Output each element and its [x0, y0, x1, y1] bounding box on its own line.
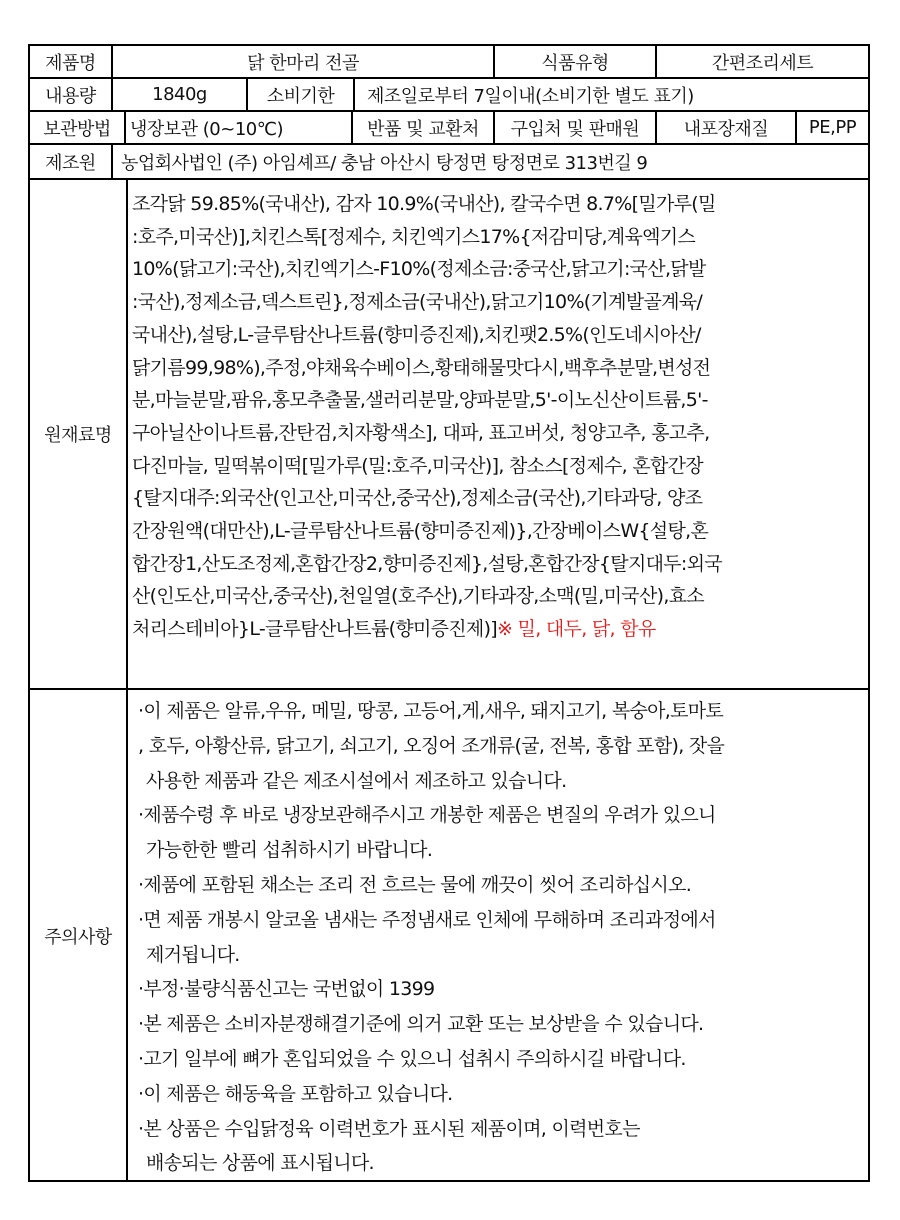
capacity-label: 내용량 — [30, 79, 113, 110]
ingredients-line: 산(인도산,미국산,중국산),천일열(호주산),기타과장,소맥(밀,미국산),효소 — [132, 585, 704, 608]
ingredients-final-text: 처리스테비아}L-글루탐산나트륨(향미증진제)] — [132, 618, 498, 641]
storage-value: 냉장보관 (0~10℃) — [126, 112, 353, 143]
caution-line: ·제품에 포함된 채소는 조리 전 흐르는 물에 깨끗이 씻어 조리하십시오. — [138, 873, 692, 896]
row-storage — [30, 112, 868, 145]
product-info-table — [28, 44, 870, 1182]
caution-line: ·이 제품은 알류,우유, 메밀, 땅콩, 고등어,게,새우, 돼지고기, 복숭아,토마토 — [138, 700, 724, 722]
row-cautions — [30, 690, 868, 1182]
packaging-value: PE,PP — [808, 117, 857, 138]
allergen-warning: ※ 밀, 대두, 닭, 함유 — [497, 618, 656, 641]
caution-line: ·면 제품 개봉시 알코올 냄새는 주정냄새로 인체에 무해하며 조리과정에서 — [138, 908, 716, 931]
row-maker — [30, 145, 868, 180]
caution-line: 사용한 제품과 같은 제조시설에서 제조하고 있습니다. — [146, 769, 567, 792]
caution-line: ·본 제품은 소비자분쟁해결기준에 의거 교환 또는 보상받을 수 있습니다. — [138, 1013, 704, 1036]
cautions-text — [128, 690, 868, 1182]
ingredients-line: 합간장1,산도조정제,혼합간장2,향미증진제},설탕,혼합간장{탈지대두:외국 — [132, 552, 722, 575]
ingredients-text — [128, 180, 868, 688]
capacity-value: 1840g — [113, 79, 248, 110]
ingredients-line: :국산),정제소금,덱스트린},정제소금(국내산),닭고기10%(기계발골계육/ — [132, 291, 703, 314]
ingredients-line: :호주,미국산)],치킨스톡[정제수, 치킨엑기스17%{저감미당,계육엑기스 — [132, 225, 696, 248]
food-type-value: 간편조리세트 — [711, 52, 814, 74]
maker-label: 제조원 — [30, 145, 113, 178]
expiry-value: 제조일로부터 7일이내(소비기한 별도 표기) — [367, 85, 694, 107]
ingredients-label: 원재료명 — [30, 180, 128, 688]
ingredients-line: 다진마늘, 밀떡볶이떡[밀가루(밀:호주,미국산)], 참소스[정제수, 혼합간장 — [132, 454, 703, 477]
caution-line: ·고기 일부에 뼈가 혼입되었을 수 있으니 섭취시 주의하시길 바랍니다. — [138, 1047, 686, 1070]
caution-line: 가능한한 빨리 섭취하시기 바랍니다. — [146, 839, 433, 862]
caution-line: 배송되는 상품에 표시됩니다. — [146, 1152, 374, 1175]
ingredients-line: 닭기름99,98%),주정,야채육수베이스,황태해물맛다시,백후추분말,변성전 — [132, 356, 711, 379]
row-capacity — [30, 79, 868, 112]
ingredients-line: 10%(닭고기:국산),치킨엑기스-F10%(정제소금:중국산,닭고기:국산,닭발 — [132, 258, 706, 281]
return-place-value: 구입처 및 판매원 — [495, 112, 657, 143]
ingredients-line: 분,마늘분말,팜유,홍모추출물,샐러리분말,양파분말,5'-이노신산이트륨,5'- — [132, 389, 708, 412]
storage-label: 보관방법 — [30, 112, 126, 143]
return-label: 반품 및 교환처 — [353, 112, 495, 143]
row-product-name — [30, 46, 868, 79]
product-name-label: 제품명 — [30, 46, 113, 77]
caution-line: 제거됩니다. — [146, 943, 240, 966]
packaging-label: 내포장재질 — [657, 112, 797, 143]
ingredients-line: 구아닐산이나트륨,잔탄검,치자황색소], 대파, 표고버섯, 청양고추, 홍고추, — [132, 421, 710, 444]
ingredients-line: 간장원액(대만산),L-글루탐산나트륨(향미증진제)},간장베이스W{설탕,혼 — [132, 520, 709, 543]
maker-value: 농업회사법인 (주) 아임셰프/ 충남 아산시 탕정면 탕정면로 313번길 9 — [121, 152, 648, 174]
ingredients-line: 국내산),설탕,L-글루탐산나트륨(향미증진제),치킨팻2.5%(인도네시아산/ — [132, 323, 701, 346]
caution-line: ·제품수령 후 바로 냉장보관해주시고 개봉한 제품은 변질의 우려가 있으니 — [138, 804, 716, 827]
row-ingredients — [30, 180, 868, 690]
ingredients-line: {탈지대주:외국산(인고산,미국산,중국산),정제소금(국산),기타과당, 양조 — [132, 487, 703, 510]
ingredients-line-last — [132, 613, 864, 646]
caution-line: , 호두, 아황산류, 닭고기, 쇠고기, 오징어 조개류(굴, 전복, 홍합 포함), 잣을 — [138, 734, 725, 757]
food-type-label: 식품유형 — [495, 46, 657, 77]
product-name-value: 닭 한마리 전골 — [113, 46, 495, 77]
cautions-label: 주의사항 — [30, 690, 128, 1182]
ingredients-line: 조각닭 59.85%(국내산), 감자 10.9%(국내산), 칼국수면 8.7%[밀가루(밀 — [132, 193, 716, 215]
caution-line: ·부정·불량식품신고는 국번없이 1399 — [138, 978, 435, 1001]
expiry-label: 소비기한 — [248, 79, 355, 110]
caution-line: ·본 상품은 수입닭정육 이력번호가 표시된 제품이며, 이력번호는 — [138, 1117, 640, 1140]
caution-line: ·이 제품은 해동육을 포함하고 있습니다. — [138, 1082, 453, 1105]
